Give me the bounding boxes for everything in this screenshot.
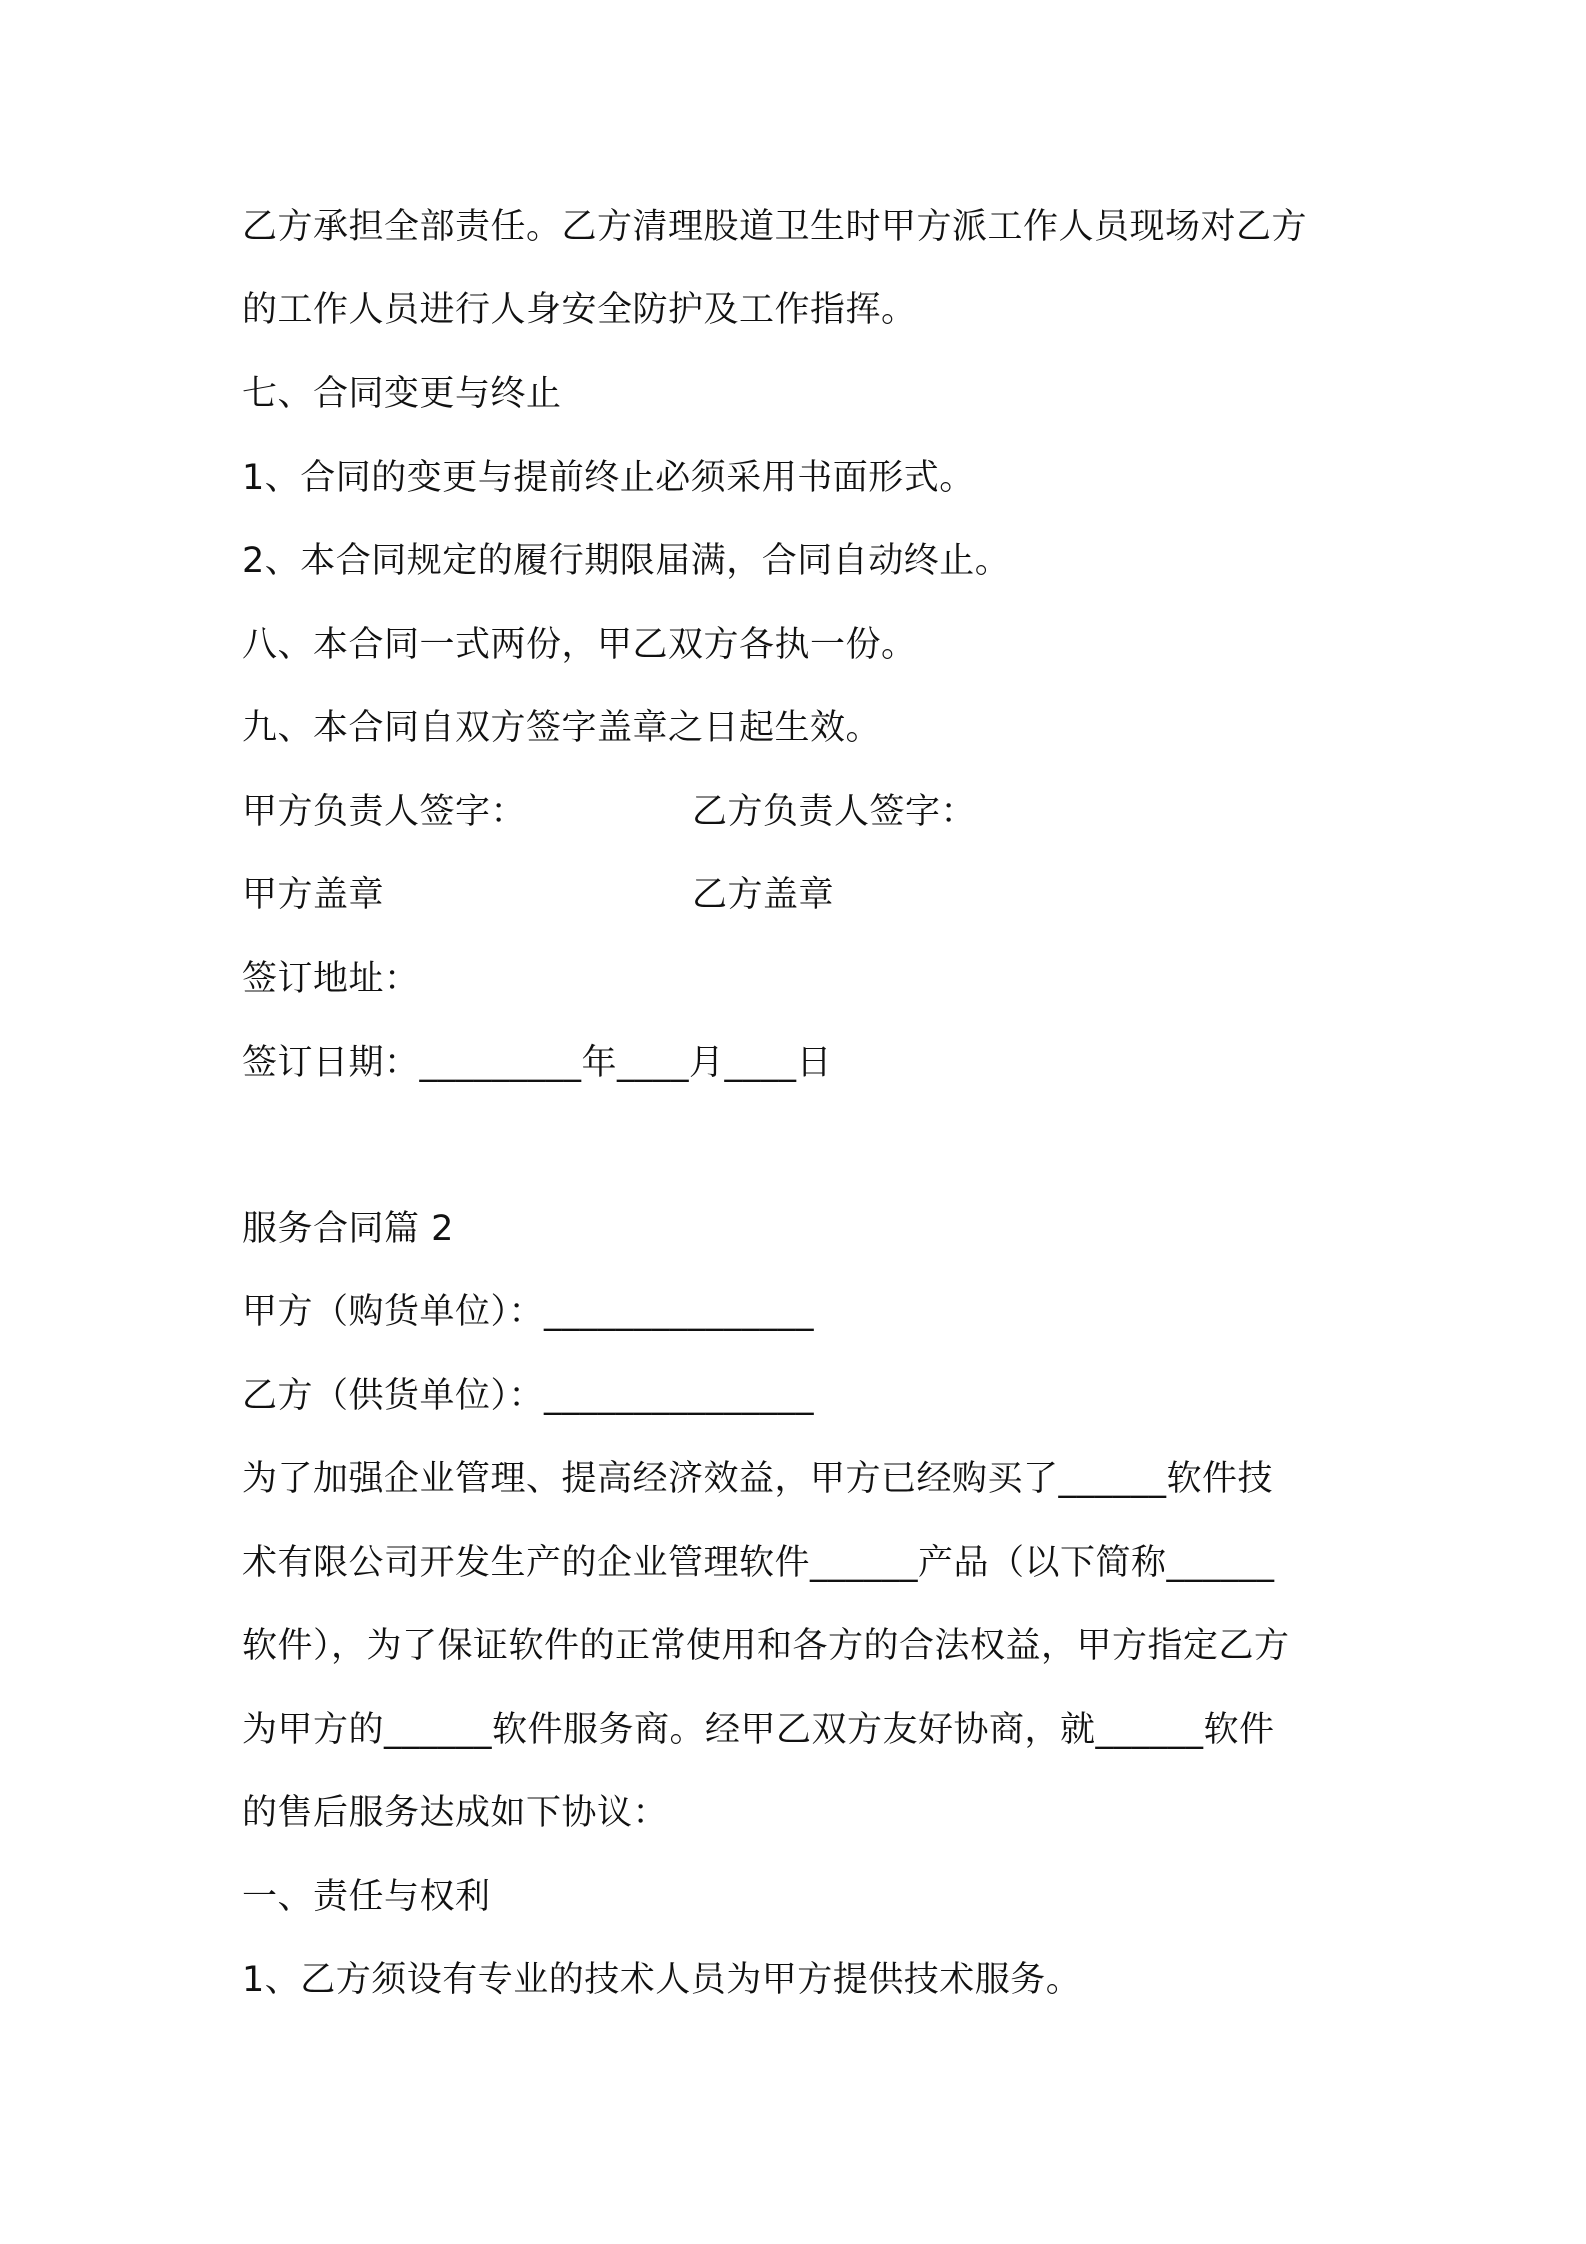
intro-line: 为了加强企业管理、提高经济效益，甲方已经购买了______软件技	[242, 1459, 1274, 1499]
contract-title: 服务合同篇 2	[242, 1209, 454, 1249]
intro-line: 为甲方的______软件服务商。经甲乙双方友好协商，就______软件	[242, 1710, 1275, 1750]
intro-line: 的售后服务达成如下协议：	[242, 1793, 669, 1833]
paragraph-line: 乙方承担全部责任。乙方清理股道卫生时甲方派工作人员现场对乙方	[242, 207, 1308, 247]
party-b-field: 乙方（供货单位）：_______________	[242, 1376, 815, 1416]
section-heading: 七、合同变更与终止	[242, 374, 562, 414]
intro-line: 术有限公司开发生产的企业管理软件______产品（以下简称______	[242, 1543, 1275, 1583]
intro-line: 软件），为了保证软件的正常使用和各方的合法权益，甲方指定乙方	[242, 1626, 1290, 1666]
party-a-seal-label: 甲方盖章	[242, 875, 385, 915]
sign-address-label: 签订地址：	[242, 959, 420, 999]
clause-item: 1、合同的变更与提前终止必须采用书面形式。	[242, 458, 975, 498]
party-b-signature-label: 乙方负责人签字：	[692, 792, 977, 832]
party-b-seal-label: 乙方盖章	[692, 875, 835, 915]
party-a-field: 甲方（购货单位）：_______________	[242, 1292, 815, 1332]
section-heading: 一、责任与权利	[242, 1877, 491, 1917]
clause-item: 1、乙方须设有专业的技术人员为甲方提供技术服务。	[242, 1960, 1082, 2000]
party-a-signature-label: 甲方负责人签字：	[242, 792, 527, 832]
clause-item: 2、本合同规定的履行期限届满，合同自动终止。	[242, 541, 1011, 581]
sign-date-label: 签订日期：_________年____月____日	[242, 1043, 833, 1083]
paragraph-line: 的工作人员进行人身安全防护及工作指挥。	[242, 290, 917, 330]
clause-item: 九、本合同自双方签字盖章之日起生效。	[242, 708, 882, 748]
clause-item: 八、本合同一式两份，甲乙双方各执一份。	[242, 625, 917, 665]
